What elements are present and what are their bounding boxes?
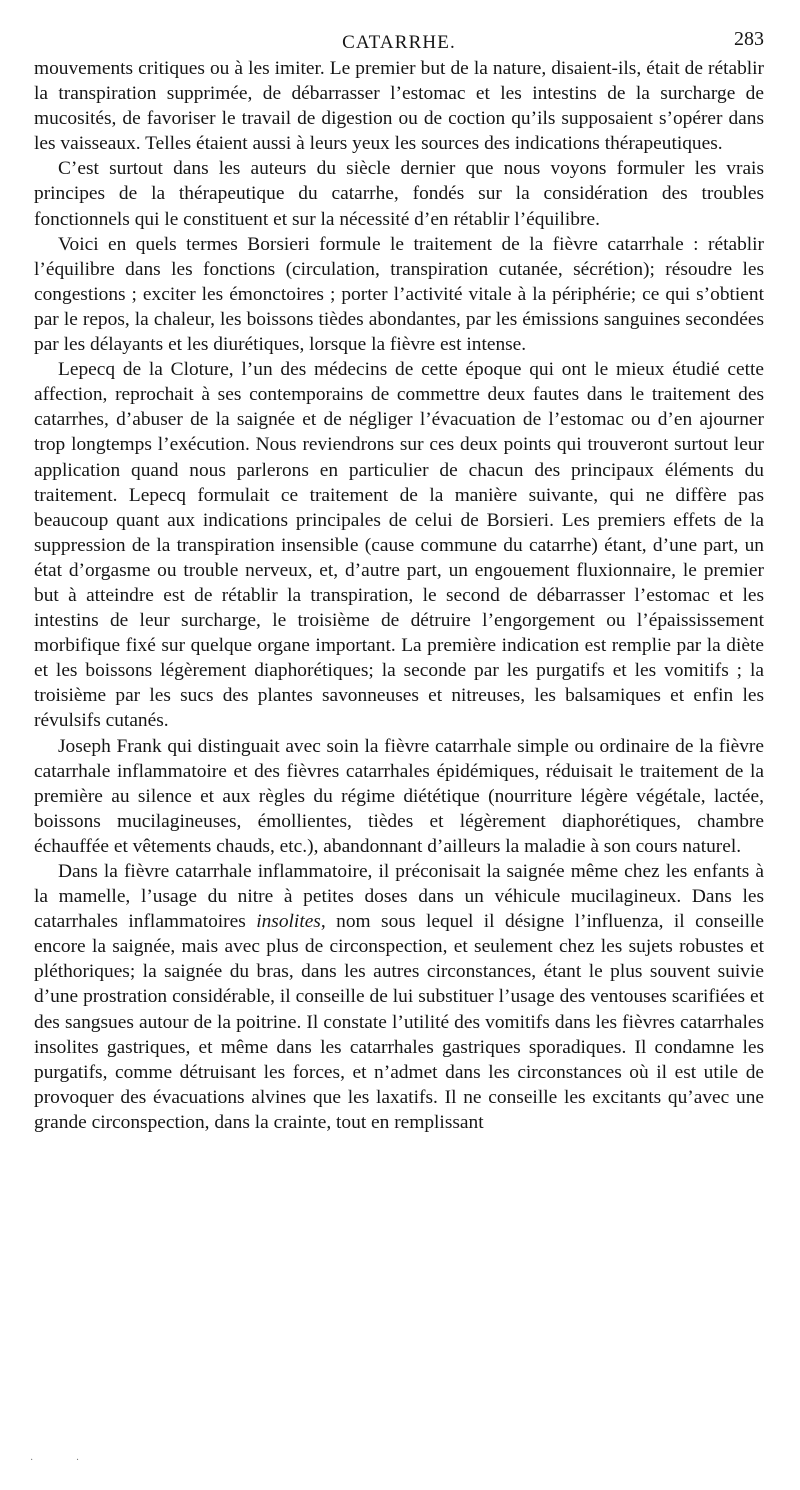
running-header [34,26,764,56]
paragraph-inflammatory-fever: Dans la fièvre catarrhale inflammatoire, il préconisait la saignée même chez les enfants à la mamelle, l’usage du nitre à petites doses dans un véhicule mucilagineux. Dans les catarrhales inflammatoires insolites, nom sous lequel il désigne l’influenza, il conseille encore la saignée, mais avec plus de circonspection, et seulement chez les sujets robustes et pléthoriques; la saignée du bras, dans les autres circonstances, étant le plus souvent suivie d’une prostration considérable, il conseille de lui substituer l’usage des ventouses scarifiées et des sangsues autour de la poitrine. Il constate l’utilité des vomitifs dans les fièvres catarrhales insolites gastriques, et même dans les catarrhales gastriques sporadiques. Il condamne les purgatifs, comme détruisant les forces, et n’admet dans les circonstances où il est utile de provoquer des évacuations alvines que les laxatifs. Il ne conseille les excitants qu’avec une grande circonspection, dans la crainte, tout en remplissant [34,861,765,1133]
running-title: CATARRHE. [342,32,456,53]
body-text [34,56,764,1135]
print-specks: · · [30,1455,100,1466]
paragraph-therapeutic-principles: C’est surtout dans les auteurs du siècle dernier que nous voyons formuler les vrais principes de la thérapeutique du catarrhe, fondés sur la considération des troubles fonctionnels qui le constituent et sur la nécessité d’en rétablir l’équilibre. [34,158,764,230]
paragraph-lepecq: Lepecq de la Cloture, l’un des médecins de cette époque qui ont le mieux étudié cette affection, reprochait à ses contemporains de commettre deux fautes dans le traitement des catarrhes, d’abuser de la saignée et de négliger l’évacuation de l’estomac ou d’en ajourner trop longtemps l’exécution. Nous reviendrons sur ces deux points qui trouveront surtout leur application quand nous parlerons en particulier de chacun des principaux éléments du traitement. Lepecq formulait ce traitement de la manière suivante, qui ne diffère pas beaucoup quant aux indications principales de celui de Borsieri. Les premiers effets de la suppression de la transpiration insensible (cause commune du catarrhe) étant, d’une part, un état d’orgasme ou trouble nerveux, et, d’autre part, un engouement fluxionnaire, le premier but à atteindre est de rétablir la transpiration, le second de débarrasser l’estomac et les intestins de leur surcharge, le troisième de détruire l’engorgement ou l’épaississement morbifique fixé sur quelque organe important. La première indication est remplie par la diète et les boissons légèrement diaphorétiques; la seconde par les purgatifs et les vomitifs ; la troisième par les sucs des plantes savonneuses et nitreuses, les balsamiques et enfin les révulsifs cutanés. [34,359,764,732]
paragraph-joseph-frank: Joseph Frank qui distinguait avec soin la fièvre catarrhale simple ou ordinaire de la fièvre catarrhale inflammatoire et des fièvres catarrhales épidémiques, réduisait le traitement de la première au silence et aux règles du régime diététique (nourriture légère végétale, lactée, boissons mucilagineuses, émollientes, tièdes et légèrement diaphorétiques, chambre échauffée et vêtements chauds, etc.), abandonnant d’ailleurs la maladie à son cours naturel. [34,735,764,857]
book-page [34,26,764,1135]
page-number: 283 [734,28,764,50]
paragraph-continuation: mouvements critiques ou à les imiter. Le premier but de la nature, disaient-ils, était de rétablir la transpiration supprimée, de débarrasser l’estomac et les intestins de la surcharge de mucosités, de favoriser le travail de digestion ou de coction qu’ils supposaient s’opérer dans les vaisseaux. Telles étaient aussi à leurs yeux les sources des indications thérapeutiques. [34,58,764,155]
paragraph-borsieri: Voici en quels termes Borsieri formule le traitement de la fièvre catarrhale : rétablir l’équilibre dans les fonctions (circulation, transpiration cutanée, sécrétion); résoudre les congestions ; exciter les émonctoires ; porter l’activité vitale à la périphérie; ce qui s’obtient par le repos, la chaleur, les boissons tièdes abondantes, par les émissions sanguines secondées par les délayants et les diurétiques, lorsque la fièvre est intense. [34,233,764,356]
